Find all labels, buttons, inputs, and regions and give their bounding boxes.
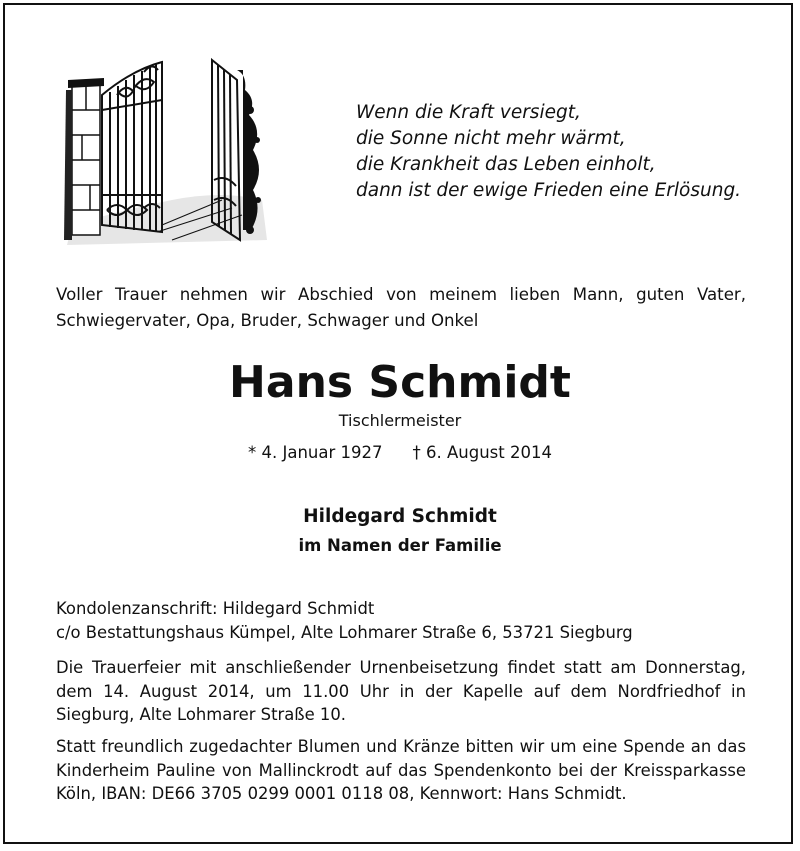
- intro-text: Voller Trauer nehmen wir Abschied von meinem lieben Mann, guten Vater, Schwiegervater, Opa, Bruder, Schwager und Onkel: [56, 285, 746, 330]
- funeral-info: Die Trauerfeier mit anschließender Urnenbeisetzung findet statt am Donnerstag, dem 14. August 2014, um 11.00 Uhr in der Kapelle auf dem Nordfriedhof in Siegburg, Alte Lohmarer Straße 10.: [56, 658, 746, 724]
- birth-date: * 4. Januar 1927: [248, 443, 383, 462]
- condolence-address: [56, 597, 746, 644]
- life-dates: [0, 441, 800, 465]
- poem-line: dann ist der ewige Frieden eine Erlösung.: [356, 180, 742, 201]
- signer-name: Hildegard Schmidt: [303, 506, 497, 527]
- poem-line: Wenn die Kraft versiegt,: [356, 102, 581, 123]
- open-gate-icon: [62, 50, 272, 250]
- condolence-line: c/o Bestattungshaus Kümpel, Alte Lohmarer Straße 6, 53721 Siegburg: [56, 622, 633, 642]
- death-date: † 6. August 2014: [412, 443, 552, 462]
- poem-line: die Krankheit das Leben einholt,: [356, 154, 656, 175]
- condolence-line: Kondolenzanschrift: Hildegard Schmidt: [56, 599, 375, 618]
- poem: [356, 100, 741, 204]
- deceased-profession: Tischlermeister: [338, 411, 462, 430]
- poem-line: die Sonne nicht mehr wärmt,: [356, 128, 626, 149]
- deceased-name: Hans Schmidt: [229, 357, 571, 408]
- signer-subtitle: im Namen der Familie: [298, 536, 502, 555]
- donation-info: Statt freundlich zugedachter Blumen und Kränze bitten wir um eine Spende an das Kinderheim Pauline von Mallinckrodt auf das Spendenkonto bei der Kreissparkasse Köln, IBAN: DE66 3705 0299 0001 0118 08, Kennwort: Hans Schmidt.: [56, 737, 746, 803]
